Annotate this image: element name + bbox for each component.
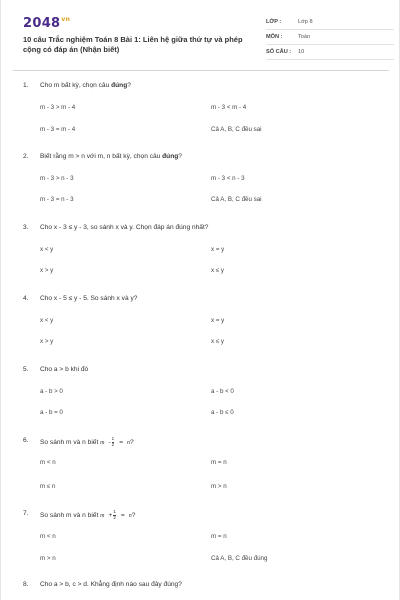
question-header [23,579,379,593]
question-6 [23,435,379,490]
question-1 [23,80,379,133]
option-d[interactable]: x ≤ y [211,338,225,345]
meta-label: MÔN : [266,34,283,40]
math-fraction: $\frac{1}{2}$ [111,436,115,447]
question-header [23,151,379,165]
header-divider [13,70,389,71]
question-number: 5. [23,366,29,373]
question-header [23,435,379,449]
worksheet-meta [266,15,394,60]
question-text: So sánh m và n biết m - $\frac{1}{2}$ = n? [40,436,134,447]
math-var-m: m [100,439,105,446]
question-number: 3. [23,224,29,231]
option-b[interactable]: a - b < 0 [211,388,234,395]
question-text: Cho x - 5 ≤ y - 5. So sánh x và y? [40,295,138,302]
question-header [23,222,379,236]
option-c[interactable]: m - 3 = n - 3 [40,196,74,203]
option-a[interactable]: x < y [40,317,54,324]
question-number: 6. [23,437,29,444]
option-a[interactable]: m < n [40,533,56,540]
math-var-m: m [100,512,105,519]
option-a[interactable]: x < y [40,246,54,253]
question-4 [23,293,379,345]
option-d[interactable]: m > n [211,483,227,490]
question-number: 2. [23,153,29,160]
option-a[interactable]: m < n [40,459,56,466]
question-number: 4. [23,295,29,302]
option-c[interactable]: m > n [40,555,56,562]
option-a[interactable]: m - 3 > m - 4 [40,104,76,111]
option-b[interactable]: m - 3 < n - 3 [211,175,245,182]
question-number: 8. [23,581,29,588]
meta-row-subject [266,30,394,45]
option-c[interactable]: a - b = 0 [40,409,63,416]
question-5 [23,364,379,416]
logo-suffix: vn [61,16,71,23]
option-a[interactable]: a - b > 0 [40,388,63,395]
question-header [23,508,379,522]
question-8 [23,579,379,593]
question-header [23,364,379,378]
meta-row-count [266,45,394,60]
option-c[interactable]: m - 3 = m - 4 [40,126,76,133]
question-number: 1. [23,82,29,89]
question-2 [23,151,379,203]
question-3 [23,222,379,274]
option-d[interactable]: Cả A, B, C đều sai [211,126,262,133]
meta-value: Lớp 8 [298,19,313,25]
question-header [23,293,379,307]
option-d[interactable]: Cả A, B, C đều đúng [211,555,268,562]
question-text: Cho x - 3 ≤ y - 3, so sánh x và y. Chọn đáp án đúng nhất? [40,224,209,231]
math-fraction: $\frac{1}{2}$ [113,509,116,520]
option-d[interactable]: x ≤ y [211,267,225,274]
worksheet-header [13,10,389,70]
question-text: Cho a > b khi đó [40,366,89,373]
math-var-n: n [128,512,132,519]
question-number: 7. [23,510,29,517]
question-text: So sánh m và n biết m + $\frac{1}{2}$ = n? [40,509,136,520]
option-b[interactable]: x = y [211,317,225,324]
math-var-n: n [127,439,131,446]
option-a[interactable]: m - 3 > n - 3 [40,175,74,182]
logo-text: 2048 [23,16,61,31]
option-b[interactable]: m = n [211,459,227,466]
option-b[interactable]: m = n [211,533,227,540]
option-c[interactable]: x > y [40,267,54,274]
question-text: Biết rằng m > n với m, n bất kỳ, chọn câu đúng? [40,153,182,160]
meta-value: Toán [298,34,311,40]
option-b[interactable]: m - 3 < m - 4 [211,104,247,111]
worksheet-title: 10 câu Trắc nghiệm Toán 8 Bài 1: Liên hệ giữa thứ tự và phép cộng có đáp án (Nhận biết) [23,35,243,54]
option-c[interactable]: x > y [40,338,54,345]
question-7 [23,508,379,562]
question-text: Cho a > b, c > d. Khẳng định nào sau đây đúng? [40,581,182,588]
question-text: Cho m bất kỳ, chọn câu đúng? [40,82,131,89]
meta-label: SỐ CÂU : [266,49,292,55]
option-d[interactable]: Cả A, B, C đều sai [211,196,262,203]
option-d[interactable]: a - b ≤ 0 [211,409,234,416]
option-b[interactable]: x = y [211,246,225,253]
option-c[interactable]: m ≤ n [40,483,56,490]
meta-label: LỚP : [266,19,282,25]
meta-row-class [266,15,394,30]
site-logo[interactable] [23,16,70,31]
meta-value: 10 [298,49,305,55]
question-header [23,80,379,94]
